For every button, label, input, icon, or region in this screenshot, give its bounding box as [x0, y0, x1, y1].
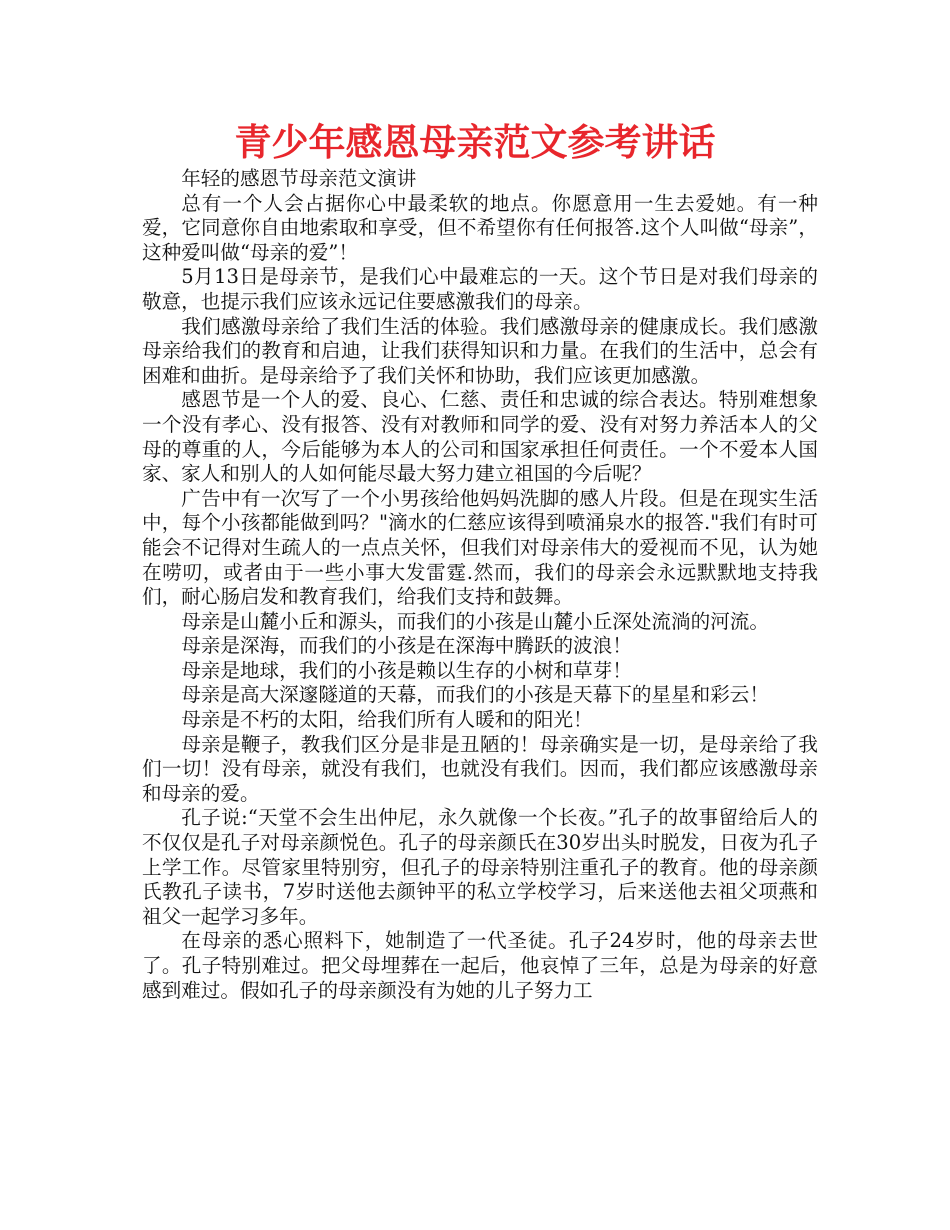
paragraph: 在母亲的悉心照料下，她制造了一代圣徒。孔子24岁时，他的母亲去世了。孔子特别难过。把父母埋葬在一起后，他哀悼了三年，总是为母亲的好意感到难过。假如孔子的母亲颜没有为她的儿子努力工 — [142, 929, 818, 1002]
document-title: 青少年感恩母亲范文参考讲话 — [234, 121, 716, 164]
paragraph: 感恩节是一个人的爱、良心、仁慈、责任和忠诚的综合表达。特别难想象一个没有孝心、没有报答、没有对教师和同学的爱、没有对努力养活本人的父母的尊重的人，今后能够为本人的公司和国家承担任何责任。一个不爱本人国家、家人和别人的人如何能尽最大努力建立祖国的今后呢？ — [142, 388, 818, 486]
paragraph: 母亲是不朽的太阳，给我们所有人暖和的阳光！ — [181, 708, 593, 732]
document-body — [142, 167, 818, 1003]
paragraph: 总有一个人会占据你心中最柔软的地点。你愿意用一生去爱她。有一种爱，它同意你自由地索取和享受，但不希望你有任何报答.这个人叫做“母亲”，这种爱叫做“母亲的爱”！ — [142, 191, 818, 264]
paragraph: 母亲是深海，而我们的小孩是在深海中腾跃的波浪！ — [181, 634, 632, 658]
paragraph: 母亲是山麓小丘和源头，而我们的小孩是山麓小丘深处流淌的河流。 — [181, 609, 769, 633]
paragraph: 孔子说:“天堂不会生出仲尼，永久就像一个长夜。”孔子的故事留给后人的不仅仅是孔子对母亲颜悦色。孔子的母亲颜氏在30岁出头时脱发，日夜为孔子上学工作。尽管家里特别穷，但孔子的母亲特别注重孔子的教育。他的母亲颜氏教孔子读书，7岁时送他去颜钟平的私立学校学习，后来送他去祖父项燕和祖父一起学习多年。 — [142, 806, 818, 928]
paragraph: 母亲是鞭子，教我们区分是非是丑陋的！母亲确实是一切，是母亲给了我们一切！没有母亲，就没有我们，也就没有我们。因而，我们都应该感激母亲和母亲的爱。 — [142, 732, 818, 805]
paragraph: 5月13日是母亲节，是我们心中最难忘的一天。这个节日是对我们母亲的敬意，也提示我们应该永远记住要感激我们的母亲。 — [142, 265, 818, 313]
paragraph: 母亲是高大深邃隧道的天幕，而我们的小孩是天幕下的星星和彩云！ — [181, 683, 769, 707]
document-subtitle: 年轻的感恩节母亲范文演讲 — [181, 167, 417, 190]
paragraph: 我们感激母亲给了我们生活的体验。我们感激母亲的健康成长。我们感激母亲给我们的教育和启迪，让我们获得知识和力量。在我们的生活中，总会有困难和曲折。是母亲给予了我们关怀和协助，我们应该更加感激。 — [142, 314, 818, 387]
paragraph: 母亲是地球，我们的小孩是赖以生存的小树和草芽！ — [181, 658, 632, 682]
paragraph: 广告中有一次写了一个小男孩给他妈妈洗脚的感人片段。但是在现实生活中，每个小孩都能做到吗？"滴水的仁慈应该得到喷涌泉水的报答."我们有时可能会不记得对生疏人的一点点关怀，但我们对母亲伟大的爱视而不见，认为她在唠叨，或者由于一些小事大发雷霆.然而，我们的母亲会永远默默地支持我们，耐心肠启发和教育我们，给我们支持和鼓舞。 — [142, 486, 818, 609]
